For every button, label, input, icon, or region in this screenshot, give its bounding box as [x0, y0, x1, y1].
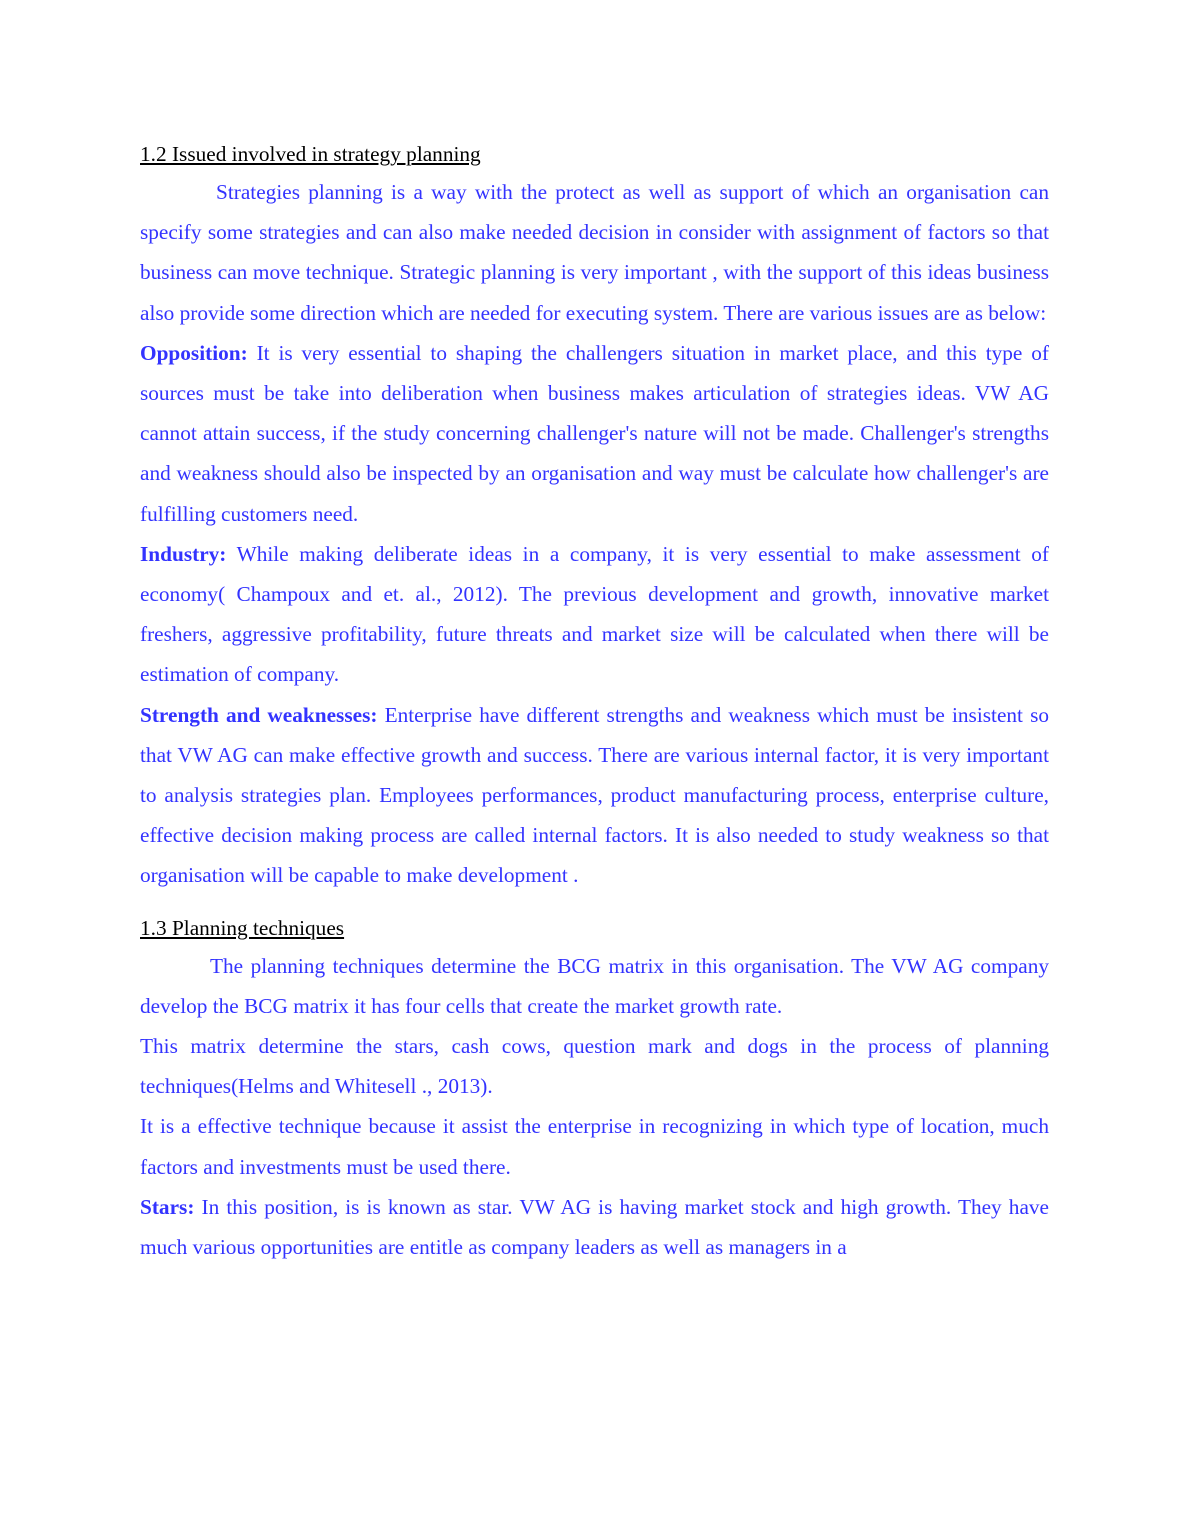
issue-paragraph-strength [140, 695, 1049, 896]
issue-term-opposition: Opposition: [140, 340, 248, 365]
planning-paragraph-3: It is a effective technique because it assist the enterprise in recognizing in which type of location, much factors and investments must be used there. [140, 1114, 1049, 1179]
stars-paragraph [140, 1187, 1049, 1267]
issue-term-industry: Industry: [140, 541, 227, 566]
section-heading-1-2: 1.2 Issued involved in strategy planning [140, 142, 481, 166]
planning-paragraph-1: The planning techniques determine the BCG matrix in this organisation. The VW AG company develop the BCG matrix it has four cells that create the market growth rate. [140, 953, 1049, 1018]
issue-text-strength: Enterprise have different strengths and weakness which must be insistent so that VW AG can make effective growth and success. There are various internal factor, it is very important to analysis strategies plan. Employees performances, product manufacturing process, enterprise culture, effective decision making process are called internal factors. It is also needed to study weakness so that organisation will be capable to make development . [140, 702, 1050, 888]
issue-text-opposition: It is very essential to shaping the challengers situation in market place, and this type of sources must be take into deliberation when business makes articulation of strategies ideas. VW AG cannot attain success, if the study concerning challenger's nature will not be made. Challenger's strengths and weakness should also be inspected by an organisation and way must be calculate how challenger's are fulfilling customers need. [140, 340, 1049, 526]
planning-paragraph-2: This matrix determine the stars, cash cows, question mark and dogs in the process of planning techniques(Helms and Whitesell ., 2013). [140, 1034, 1049, 1099]
issue-paragraph-opposition [140, 333, 1049, 534]
issue-paragraph-industry [140, 534, 1049, 695]
intro-text: Strategies planning is a way with the protect as well as support of which an organisation can specify some strategies and can also make needed decision in consider with assignment of factors so that business can move technique. Strategic planning is very important , with the support of this ideas business also provide some direction which are needed for executing system. There are various issues are as below: [140, 180, 1049, 325]
issue-term-strength: Strength and weaknesses: [140, 702, 378, 727]
section-spacer [140, 896, 1049, 910]
document-page [140, 136, 1049, 1267]
issue-text-industry: While making deliberate ideas in a company, it is very essential to make assessment of economy( Champoux and et. al., 2012). The previous development and growth, innovative market freshers, aggressive profitability, future threats and market size will be calculated when there will be estimation of company. [140, 541, 1049, 687]
section-heading-1-3: 1.3 Planning techniques [140, 915, 345, 940]
intro-paragraph [140, 172, 1049, 333]
stars-term: Stars: [140, 1194, 195, 1219]
stars-text: In this position, is is known as star. VW AG is having market stock and high growth. They have much various opportunities are entitle as company leaders as well as managers in a [140, 1194, 1049, 1260]
